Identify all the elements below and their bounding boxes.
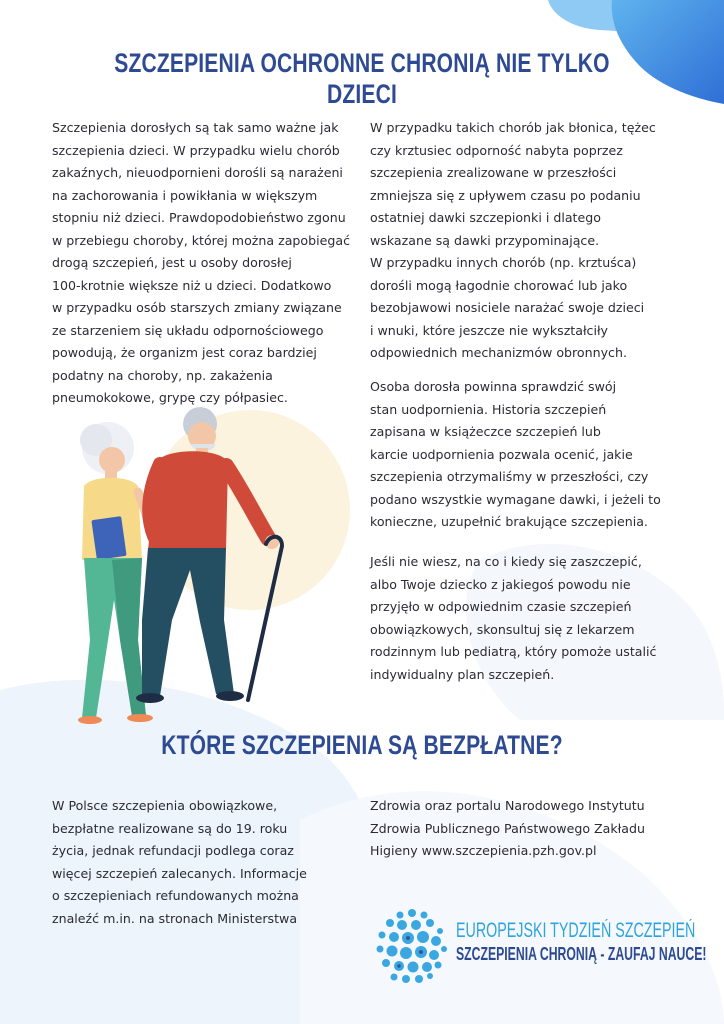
elderly-couple-illustration — [50, 400, 350, 730]
free-vaccines-paragraph-left: W Polsce szczepienia obowiązkowe, bezpłatne realizowane są do 19. roku życia, jednak refundacji podlega coraz więcej szczepień zalecanych. Informacje o szczepieniach refundowanych można znaleźć m.in. na stronach Ministerstwa — [52, 798, 307, 926]
paragraph-right-2: Osoba dorosła powinna sprawdzić swój stan uodpornienia. Historia szczepień zapisana w książeczce szczepień lub karcie uodpornienia pozwala ocenić, jakie szczepienia otrzymaliśmy w przeszłości, czy podano wszystkie wymagane dawki, i jeżeli to konieczne, uzupełnić brakujące szczepienia. — [370, 379, 661, 529]
campaign-logo — [372, 905, 707, 985]
paragraph-right-3: Jeśli nie wiesz, na co i kiedy się zaszczepić, albo Twoje dziecko z jakiegoś powodu nie przyjęło w odpowiednim czasie szczepień obowiązkowych, skonsultuj się z lekarzem rodzinnym lub pediatrą, który pomoże ustalić indywidualny plan szczepień. — [370, 554, 657, 682]
logo-slogan: SZCZEPIENIA CHRONIĄ - ZAUFAJ NAUCE! — [456, 944, 707, 964]
dot-globe-logo-icon — [372, 905, 452, 985]
intro-paragraph-left: Szczepienia dorosłych są tak samo ważne jak szczepienia dzieci. W przypadku wielu chorób zakaźnych, nieuodpornieni dorośli są narażeni na zachorowania i powikłania w większym stopniu niż dzieci. Prawdopodobieństwo zgonu w przebiegu choroby, której można zapobiegać drogą szczepień, jest u osoby dorosłej 100-krotnie większe niż u dzieci. Dodatkowo w przypadku osób starszych zmiany związane ze starzeniem się układu odpornościowego powodują, że organizm jest coraz bardziej podatny na choroby, np. zakażenia pneumokokowe, grypę czy półpasiec. — [52, 120, 351, 405]
section-heading: KTÓRE SZCZEPIENIA SĄ BEZPŁATNE? — [161, 730, 563, 760]
page-title: SZCZEPIENIA OCHRONNE CHRONIĄ NIE TYLKO DZIECI — [114, 48, 610, 109]
free-vaccines-paragraph-right: Zdrowia oraz portalu Narodowego Instytutu Zdrowia Publicznego Państwowego Zakładu Higieny www.szczepienia.pzh.gov.pl — [370, 798, 645, 858]
paragraph-right-1: W przypadku takich chorób jak błonica, tężec czy krztusiec odporność nabyta poprzez szczepienia zrealizowane w przeszłości zmniejsza się z upływem czasu po podaniu ostatniej dawki szczepionki i dlatego wskazane są dawki przypominające. W przypadku innych chorób (np. krztuśca) dorośli mogą łagodnie chorować lub jako bezobjawowi nosiciele narażać swoje dzieci i wnuki, które jeszcze nie wykształciły odpowiednich mechanizmów obronnych. — [370, 120, 656, 360]
logo-title: EUROPEJSKI TYDZIEŃ SZCZEPIEŃ — [456, 919, 696, 942]
